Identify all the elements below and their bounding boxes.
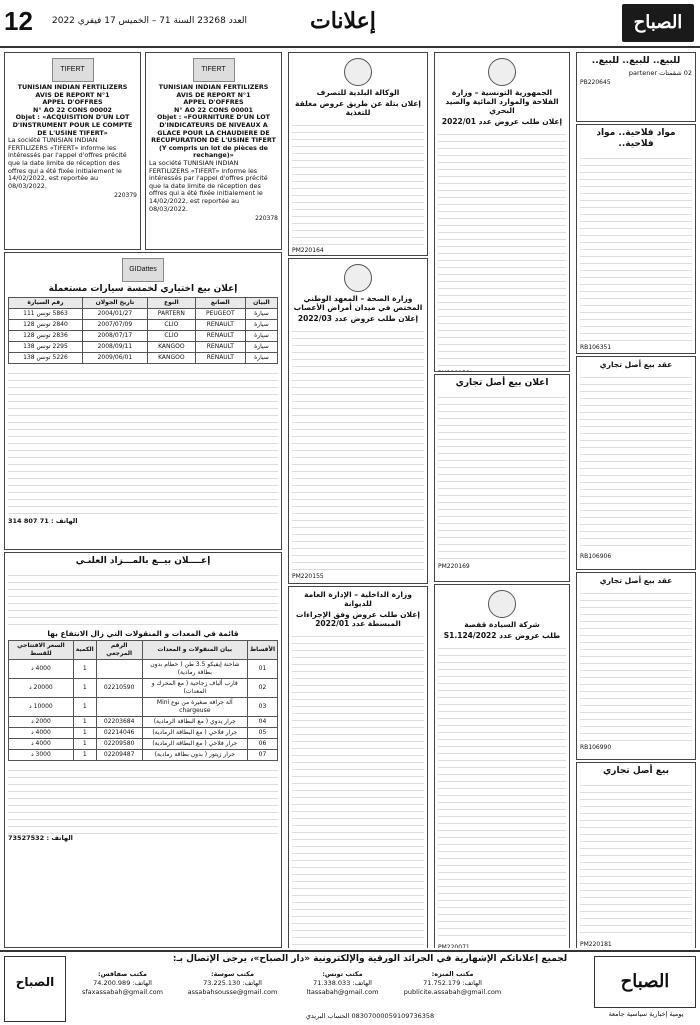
table-row bbox=[9, 331, 278, 342]
table-cell: 02214046 bbox=[96, 728, 142, 739]
table-row bbox=[9, 320, 278, 331]
tifert-body: La société TUNISIAN INDIAN FERTILIZERS «TIFERT» informe les intéressés par l'appel d'offres précité que la date limite de réception des offres qui a été fixée initialement le 14/02/2022, est reportée au 08/03/2022. bbox=[8, 136, 127, 190]
tifert-line: Objet : «ACQUISITION D'UN LOT D'INSTRUMENT POUR LE COMPTE DE L'USINE TIFERT» bbox=[12, 113, 133, 137]
table-cell: 10000 د bbox=[9, 698, 74, 717]
ad-code: PM220164 bbox=[292, 247, 324, 254]
ad-code: PM220169 bbox=[438, 563, 470, 570]
tifert-heading bbox=[149, 84, 278, 160]
table-cell: 2008/07/17 bbox=[82, 331, 147, 342]
ad-code: RB106351 bbox=[580, 344, 612, 351]
table-cell: 03 bbox=[247, 698, 277, 717]
republic-seal-icon bbox=[344, 264, 372, 292]
agency-logo-icon bbox=[344, 58, 372, 86]
column-header: النوع bbox=[147, 298, 195, 309]
ad-title: إعــــلان بيــع بالمـــزاد العلنـي bbox=[75, 556, 211, 566]
ad-code: RB106990 bbox=[580, 744, 612, 751]
table-cell: 20000 د bbox=[9, 679, 74, 698]
table-cell: KANGOO bbox=[147, 342, 195, 353]
table-header-row bbox=[9, 298, 278, 309]
ad-code: 220379 bbox=[114, 192, 137, 200]
page-footer bbox=[0, 950, 700, 1025]
side-logo: الصباح bbox=[15, 975, 55, 989]
table-cell: 06 bbox=[247, 739, 277, 750]
footer-logo: الصباح bbox=[594, 956, 696, 1008]
tifert-logo: TIFERT bbox=[193, 58, 235, 82]
table-cell: سيارة bbox=[245, 342, 277, 353]
table-cell: 02203684 bbox=[96, 717, 142, 728]
office-sfax bbox=[70, 970, 175, 997]
table-row bbox=[9, 739, 278, 750]
ad-ministry-agriculture bbox=[434, 52, 570, 372]
table-cell: 2004/01/27 bbox=[82, 309, 147, 320]
tifert-line: Objet : «FOURNITURE D'UN LOT D'INDICATEURS DE NIVEAUX A GLACE POUR LA CHAUDIERE DE RECUPURATION DE L'USINE TIFERT (Y compris un lot de pièces de rechange)» bbox=[151, 113, 276, 160]
ad-agri-materials bbox=[576, 124, 696, 354]
ad-subtitle: إعلان طلب عروض وفق الإجراءات المبسطة عدد 2022/01 bbox=[296, 610, 420, 628]
table-cell: 02209487 bbox=[96, 750, 142, 761]
table-cell: جرار فلاحي ( مع البطاقة الرمادية) bbox=[142, 728, 247, 739]
table-cell: 1 bbox=[73, 679, 96, 698]
rib-line: 08307000059109736358 الحساب البريدي bbox=[305, 1012, 435, 1020]
ad-body-placeholder bbox=[438, 128, 566, 368]
column-4 bbox=[2, 50, 284, 948]
table-cell: 5863 تونس 111 bbox=[9, 309, 83, 320]
table-cell: CLIO bbox=[147, 320, 195, 331]
ad-body-placeholder bbox=[580, 152, 692, 342]
table-cell: 2295 تونس 138 bbox=[9, 342, 83, 353]
office-name: مكتب سوسة: bbox=[210, 970, 254, 978]
table-cell: 2840 تونس 128 bbox=[9, 320, 83, 331]
table-cell: 2009/06/01 bbox=[82, 353, 147, 364]
office-sousse bbox=[180, 970, 285, 997]
ad-body-placeholder bbox=[292, 325, 424, 571]
ad-business-sale-1 bbox=[576, 356, 696, 570]
vehicle-table bbox=[8, 297, 278, 364]
ad-title: مواد فلاحية.. مواد فلاحية.. bbox=[596, 128, 676, 149]
table-cell: سيارة bbox=[245, 353, 277, 364]
ad-body-placeholder bbox=[580, 587, 692, 742]
tifert-line: N° AO 22 CONS 00002 bbox=[32, 105, 113, 114]
table-cell: 5226 تونس 138 bbox=[9, 353, 83, 364]
office-phone: الهاتف: 74.200.989 bbox=[93, 979, 152, 987]
table-cell: RENAULT bbox=[195, 320, 245, 331]
table-cell: 1 bbox=[73, 728, 96, 739]
table-cell: 1 bbox=[73, 698, 96, 717]
table-cell: RENAULT bbox=[195, 353, 245, 364]
section-title: إعلانات bbox=[310, 8, 376, 34]
ad-code: 220378 bbox=[255, 215, 278, 223]
ad-ministry-health bbox=[288, 258, 428, 584]
tifert-logo: TIFERT bbox=[52, 58, 94, 82]
ad-customs bbox=[288, 586, 428, 948]
table-cell: 2007/07/09 bbox=[82, 320, 147, 331]
table-row bbox=[9, 750, 278, 761]
table-cell: 2008/09/11 bbox=[82, 342, 147, 353]
table-row bbox=[9, 728, 278, 739]
office-email[interactable]: assabahsousse@gmail.com bbox=[187, 988, 278, 996]
column-2 bbox=[432, 50, 572, 948]
ad-code: RB106906 bbox=[580, 553, 612, 560]
table-cell: 1 bbox=[73, 717, 96, 728]
table-cell: 1 bbox=[73, 750, 96, 761]
table-cell: 1 bbox=[73, 739, 96, 750]
office-phone: الهاتف: 73.225.130 bbox=[203, 979, 262, 987]
tifert-row bbox=[2, 50, 284, 250]
table-title: قائمة في المعدات و المنقولات التي زال الانتفاع بها bbox=[47, 629, 239, 638]
table-cell: KANGOO bbox=[147, 353, 195, 364]
table-cell: PARTERN bbox=[147, 309, 195, 320]
table-cell: 1 bbox=[73, 660, 96, 679]
ad-business-sale-col2 bbox=[434, 374, 570, 582]
column-header: الأقساط bbox=[247, 641, 277, 660]
table-cell: 01 bbox=[247, 660, 277, 679]
ad-title: الجمهورية التونسية – وزارة الفلاحة والموارد المائية والصيد البحري bbox=[445, 88, 559, 115]
table-cell: 2836 تونس 128 bbox=[9, 331, 83, 342]
ad-title: عقد بيع أصل تجاري bbox=[599, 576, 673, 585]
ad-title: وزارة الداخلية – الإدارة العامة للديوانة bbox=[304, 590, 412, 608]
ad-body-placeholder bbox=[438, 391, 566, 561]
table-cell: 05 bbox=[247, 728, 277, 739]
column-3 bbox=[286, 50, 430, 948]
tifert-body: La société TUNISIAN INDIAN FERTILIZERS «TIFERT» informe les intéressés par l'appel d'offres précité que la date limite de réception des offres qui a été fixée initialement le 14/02/2022, est reportée au 08/03/2022. bbox=[149, 158, 268, 213]
ad-code: PM220155 bbox=[292, 573, 324, 580]
office-menzah bbox=[400, 970, 505, 997]
ad-text: 02 شقمتات partener bbox=[628, 69, 692, 77]
company-logo-icon bbox=[488, 590, 516, 618]
table-cell: CLIO bbox=[147, 331, 195, 342]
table-cell: شاحنة إيفيكو 3.5 طن ( حطام بدون بطاقة رمادية) bbox=[142, 660, 247, 679]
ad-title: للبيع.. للبيع.. للبيع.. bbox=[591, 56, 681, 66]
table-cell: 3000 د bbox=[9, 750, 74, 761]
table-row bbox=[9, 698, 278, 717]
office-phone: الهاتف: 71.752.179 bbox=[423, 979, 482, 987]
ad-phone: الهاتف : 73527532 bbox=[8, 834, 73, 842]
ad-subtitle: إعلان طلب عروض عدد 2022/03 bbox=[297, 314, 419, 323]
table-cell bbox=[96, 698, 142, 717]
republic-seal-icon bbox=[488, 58, 516, 86]
ad-body-placeholder bbox=[438, 642, 566, 942]
ad-body-placeholder bbox=[8, 764, 278, 834]
column-header: بيان المنقولات و المعدات bbox=[142, 641, 247, 660]
table-row bbox=[9, 309, 278, 320]
office-email[interactable]: ltassabah@gmail.com bbox=[306, 988, 379, 996]
ad-title: عقد بيع أصل تجاري bbox=[599, 360, 673, 369]
ad-title: شركة السيادة قفصة bbox=[464, 620, 540, 629]
table-cell: 2000 د bbox=[9, 717, 74, 728]
ad-title: وزارة الصحة – المعهد الوطني المختص في ميدان أمراض الأعصاب bbox=[293, 294, 423, 312]
table-cell bbox=[96, 660, 142, 679]
ad-phone: الهاتف : 71 807 314 bbox=[8, 517, 78, 525]
table-cell: RENAULT bbox=[195, 342, 245, 353]
ad-subtitle: إعلان بتلة عن طريق عروض مغلقة للتغذية bbox=[295, 99, 421, 117]
footer-banner: لجميع إعلاناتكم الإشهارية في الجرائد الورقية والإلكترونية «دار الصباح»، يرجى الإتصال بـ: bbox=[172, 954, 568, 964]
tifert-line: AVIS DE REPORT N°1 bbox=[176, 90, 251, 99]
ad-code bbox=[438, 370, 566, 372]
tifert-line: TUNISIAN INDIAN FERTILIZERS bbox=[158, 83, 269, 91]
ad-body-placeholder bbox=[8, 569, 278, 629]
table-cell: 02 bbox=[247, 679, 277, 698]
column-header: الكمية bbox=[73, 641, 96, 660]
tifert-line: N° AO 22 CONS 00001 bbox=[173, 105, 254, 114]
table-header-row bbox=[9, 641, 278, 660]
table-row bbox=[9, 342, 278, 353]
column-header: رقم السيارة bbox=[9, 298, 83, 309]
ad-code: PM220071 bbox=[438, 944, 470, 948]
auction-items-table bbox=[8, 640, 278, 761]
table-cell: 07 bbox=[247, 750, 277, 761]
table-cell: 4000 د bbox=[9, 728, 74, 739]
table-cell: جرار فلاحي ( مع البطاقة الرمادية) bbox=[142, 739, 247, 750]
ad-business-sale-3 bbox=[576, 762, 696, 948]
tifert-line: APPEL D'OFFRES bbox=[183, 98, 244, 107]
table-cell: 02209580 bbox=[96, 739, 142, 750]
column-header: تاريخ الجولان bbox=[82, 298, 147, 309]
table-cell: آلة جرافة صغيرة من نوع Mini chargeuse bbox=[142, 698, 247, 717]
table-cell: سيارة bbox=[245, 331, 277, 342]
ad-body-placeholder bbox=[580, 779, 692, 939]
ad-public-auction bbox=[4, 552, 282, 948]
table-cell: 4000 د bbox=[9, 739, 74, 750]
ad-subtitle: إعلان طلب عروض عدد 2022/01 bbox=[441, 117, 563, 126]
newspaper-logo: الصباح bbox=[622, 4, 694, 42]
column-header: الرقم المرجعي bbox=[96, 641, 142, 660]
ad-code: PB220645 bbox=[580, 79, 611, 86]
table-row bbox=[9, 660, 278, 679]
office-name: مكتب صفاقس: bbox=[97, 970, 148, 978]
column-header: الصانع bbox=[195, 298, 245, 309]
ad-title: بيع أصل تجاري bbox=[603, 766, 669, 776]
issue-line: العدد 23268 السنة 71 – الخميس 17 فيفري 2022 bbox=[52, 16, 248, 26]
side-logo-box bbox=[4, 956, 66, 1022]
table-row bbox=[9, 717, 278, 728]
table-row bbox=[9, 353, 278, 364]
ad-tifert-report-1 bbox=[4, 52, 141, 250]
ad-subtitle: طلب عروض عدد 2022/S1.124 bbox=[443, 631, 561, 640]
ad-title: الوكالة البلدية للتصرف bbox=[316, 88, 400, 97]
ad-phosphate-company bbox=[434, 584, 570, 948]
office-name: مكتب المنزه: bbox=[431, 970, 474, 978]
office-email[interactable]: sfaxassabah@gmail.com bbox=[82, 988, 163, 996]
ad-body-placeholder bbox=[292, 630, 424, 948]
column-header: البيان bbox=[245, 298, 277, 309]
tifert-line: APPEL D'OFFRES bbox=[42, 98, 103, 107]
footer-tagline: يومية إخبارية سياسية جامعة bbox=[608, 1010, 684, 1018]
office-name: مكتب تونس: bbox=[322, 970, 363, 978]
ad-title: إعلان بيع اختياري لخمسة سيارات مستعملة bbox=[48, 284, 238, 294]
column-header: السعر الافتتاحي للقسط bbox=[9, 641, 74, 660]
ad-body-placeholder bbox=[8, 367, 278, 517]
table-cell: PEUGEOT bbox=[195, 309, 245, 320]
ad-sale-vehicles bbox=[576, 52, 696, 122]
ad-body-placeholder bbox=[292, 119, 424, 245]
ad-gidattes-car-sale bbox=[4, 252, 282, 550]
ad-code: PM220181 bbox=[580, 941, 612, 948]
ad-tifert-report-2 bbox=[145, 52, 282, 250]
tifert-line: AVIS DE REPORT N°1 bbox=[35, 90, 110, 99]
tifert-line: TUNISIAN INDIAN FERTILIZERS bbox=[17, 83, 128, 91]
table-cell: RENAULT bbox=[195, 331, 245, 342]
table-cell: جرار زيتور ( بدون بطاقة رمادية) bbox=[142, 750, 247, 761]
page-number: 12 bbox=[4, 6, 33, 36]
table-row bbox=[9, 679, 278, 698]
office-email[interactable]: publicite.assabah@gmail.com bbox=[403, 988, 502, 996]
table-cell: قارب ألياف زجاجية ( مع المحرك و المعدات) bbox=[142, 679, 247, 698]
table-cell: 4000 د bbox=[9, 660, 74, 679]
office-tunis bbox=[290, 970, 395, 997]
table-cell: سيارة bbox=[245, 309, 277, 320]
ad-title: اعلان بيع أصل تجاري bbox=[455, 378, 549, 388]
table-cell: 02210590 bbox=[96, 679, 142, 698]
table-cell: 04 bbox=[247, 717, 277, 728]
column-1 bbox=[574, 50, 698, 948]
gidattes-logo: GIDattes bbox=[122, 258, 164, 282]
table-cell: سيارة bbox=[245, 320, 277, 331]
page-header bbox=[0, 0, 700, 48]
ad-municipal-agency bbox=[288, 52, 428, 256]
office-phone: الهاتف: 71.338.033 bbox=[313, 979, 372, 987]
ad-business-sale-2 bbox=[576, 572, 696, 760]
table-cell: جرار يدوي ( مع البطاقة الرمادية) bbox=[142, 717, 247, 728]
ad-body-placeholder bbox=[580, 371, 692, 551]
tifert-heading bbox=[8, 84, 137, 137]
